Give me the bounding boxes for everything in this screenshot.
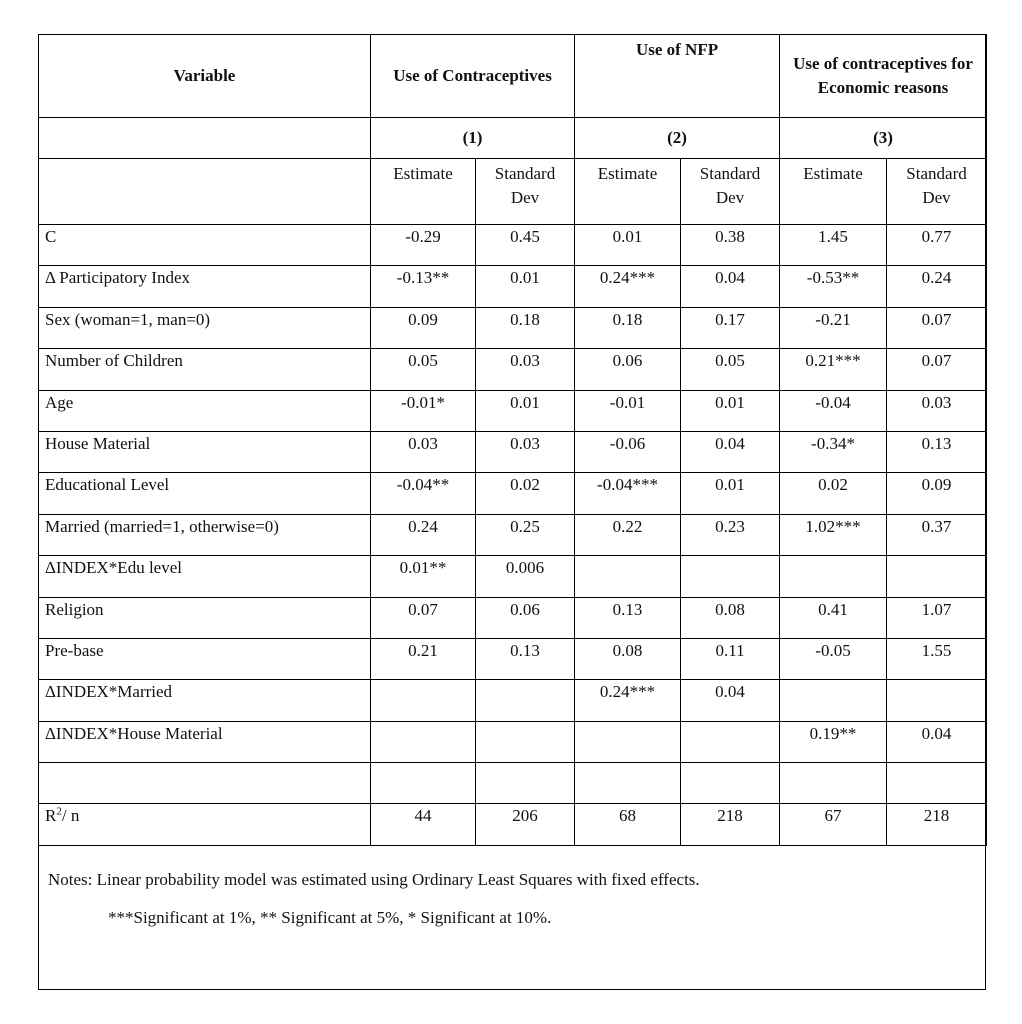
table-cell	[780, 556, 887, 597]
table-cell: 67	[780, 804, 887, 845]
table-cell: 0.05	[681, 349, 780, 390]
table-cell	[887, 680, 987, 721]
table-row	[39, 431, 987, 472]
table-cell: 218	[681, 804, 780, 845]
table-cell: 0.01**	[371, 556, 476, 597]
subheader-stddev: Standard Dev	[476, 159, 575, 225]
row-label: House Material	[39, 431, 371, 472]
row-label: Pre-base	[39, 638, 371, 679]
table-cell: 68	[575, 804, 681, 845]
table-cell: 1.07	[887, 597, 987, 638]
row-label: Sex (woman=1, man=0)	[39, 307, 371, 348]
table-cell: 0.24	[887, 266, 987, 307]
table-row	[39, 556, 987, 597]
table-cell: -0.06	[575, 431, 681, 472]
row-label: Religion	[39, 597, 371, 638]
table-cell: 0.41	[780, 597, 887, 638]
table-cell	[780, 763, 887, 804]
table-cell: 0.24***	[575, 680, 681, 721]
header-col1-title: Use of Contraceptives	[371, 35, 575, 118]
row-label: ΔINDEX*Married	[39, 680, 371, 721]
table-cell: 1.02***	[780, 514, 887, 555]
table-cell: 0.13	[887, 431, 987, 472]
table-cell	[476, 680, 575, 721]
table-cell: 0.23	[681, 514, 780, 555]
table-cell: 0.21	[371, 638, 476, 679]
table-cell: 0.04	[681, 680, 780, 721]
table-cell	[371, 763, 476, 804]
table-cell: 0.18	[476, 307, 575, 348]
header-variable: Variable	[39, 35, 371, 118]
table-cell: -0.04	[780, 390, 887, 431]
table-cell: -0.01	[575, 390, 681, 431]
table-cell: 1.55	[887, 638, 987, 679]
table-cell: 1.45	[780, 225, 887, 266]
table-cell	[887, 556, 987, 597]
table-cell: 0.21***	[780, 349, 887, 390]
table-cell: 0.24	[371, 514, 476, 555]
table-cell: 218	[887, 804, 987, 845]
table-cell: -0.04**	[371, 473, 476, 514]
header-col2-title: Use of NFP	[575, 35, 780, 118]
row-label: ΔINDEX*House Material	[39, 721, 371, 762]
table-cell: 0.01	[476, 266, 575, 307]
table-cell: -0.05	[780, 638, 887, 679]
table-cell: 0.37	[887, 514, 987, 555]
row-label-r2: $R^2/$ n	[39, 804, 371, 845]
regression-table	[38, 34, 987, 846]
subheader-stddev: Standard Dev	[681, 159, 780, 225]
header-empty	[39, 118, 371, 159]
table-cell: 44	[371, 804, 476, 845]
table-cell	[575, 763, 681, 804]
table-cell: 0.03	[371, 431, 476, 472]
table-row	[39, 597, 987, 638]
subheader-estimate: Estimate	[780, 159, 887, 225]
table-cell: 0.01	[476, 390, 575, 431]
table-cell: -0.29	[371, 225, 476, 266]
table-row-r2	[39, 804, 987, 845]
table-cell: -0.04***	[575, 473, 681, 514]
table-cell: 0.25	[476, 514, 575, 555]
table-cell	[476, 763, 575, 804]
table-cell: 0.38	[681, 225, 780, 266]
table-cell	[575, 721, 681, 762]
table-cell	[887, 763, 987, 804]
row-label: ΔINDEX*Edu level	[39, 556, 371, 597]
table-row	[39, 638, 987, 679]
table-cell: -0.34*	[780, 431, 887, 472]
subheader-estimate: Estimate	[575, 159, 681, 225]
table-cell: 0.08	[575, 638, 681, 679]
table-cell: 0.01	[575, 225, 681, 266]
table-cell	[780, 680, 887, 721]
row-label: Married (married=1, otherwise=0)	[39, 514, 371, 555]
row-label: Number of Children	[39, 349, 371, 390]
table-cell: 0.07	[887, 349, 987, 390]
header-col3-title: Use of contraceptives for Economic reasons	[780, 35, 987, 118]
table-cell: -0.21	[780, 307, 887, 348]
table-cell: 0.04	[887, 721, 987, 762]
table-row	[39, 473, 987, 514]
table-cell: 0.01	[681, 473, 780, 514]
table-cell	[575, 556, 681, 597]
row-label: Age	[39, 390, 371, 431]
table-cell: 0.05	[371, 349, 476, 390]
notes-line-2: ***Significant at 1%, ** Significant at 5%, * Significant at 10%.	[108, 908, 552, 927]
table-row	[39, 390, 987, 431]
notes-line-1: Notes: Linear probability model was estimated using Ordinary Least Squares with fixed effects.	[48, 870, 700, 889]
table-cell	[681, 763, 780, 804]
subheader-estimate: Estimate	[371, 159, 476, 225]
table-cell: 0.09	[371, 307, 476, 348]
table-row	[39, 514, 987, 555]
table-cell	[681, 556, 780, 597]
table-cell: -0.13**	[371, 266, 476, 307]
row-label: Δ Participatory Index	[39, 266, 371, 307]
table-cell	[371, 721, 476, 762]
table-cell: -0.01*	[371, 390, 476, 431]
table-cell: -0.53**	[780, 266, 887, 307]
table-cell: 0.07	[371, 597, 476, 638]
table-cell: 0.13	[476, 638, 575, 679]
table-cell: 0.006	[476, 556, 575, 597]
table-cell: 0.22	[575, 514, 681, 555]
table-cell: 0.02	[476, 473, 575, 514]
table-cell: 0.06	[476, 597, 575, 638]
table-cell: 0.03	[476, 349, 575, 390]
table-cell: 0.06	[575, 349, 681, 390]
table-cell: 0.11	[681, 638, 780, 679]
table-cell: 0.77	[887, 225, 987, 266]
table-cell: 0.08	[681, 597, 780, 638]
table-row	[39, 266, 987, 307]
subheader-empty	[39, 159, 371, 225]
table-notes	[48, 868, 968, 930]
table-row	[39, 349, 987, 390]
table-cell: 0.02	[780, 473, 887, 514]
header-col3-num: (3)	[780, 118, 987, 159]
table-row	[39, 225, 987, 266]
table-cell	[476, 721, 575, 762]
row-label: Educational Level	[39, 473, 371, 514]
table-row	[39, 763, 987, 804]
table-cell: 0.17	[681, 307, 780, 348]
row-label: C	[39, 225, 371, 266]
table-cell: 0.09	[887, 473, 987, 514]
header-col2-num: (2)	[575, 118, 780, 159]
table-cell: 0.07	[887, 307, 987, 348]
table-cell: 206	[476, 804, 575, 845]
subheader-stddev: Standard Dev	[887, 159, 987, 225]
table-cell: 0.24***	[575, 266, 681, 307]
table-cell: 0.45	[476, 225, 575, 266]
table-cell: 0.18	[575, 307, 681, 348]
table-cell	[681, 721, 780, 762]
table-cell: 0.03	[476, 431, 575, 472]
table-cell: 0.03	[887, 390, 987, 431]
table-cell: 0.04	[681, 431, 780, 472]
table-cell: 0.19**	[780, 721, 887, 762]
table-cell: 0.01	[681, 390, 780, 431]
table-row	[39, 307, 987, 348]
row-label	[39, 763, 371, 804]
table-cell: 0.13	[575, 597, 681, 638]
header-col1-num: (1)	[371, 118, 575, 159]
table-row	[39, 680, 987, 721]
table-cell: 0.04	[681, 266, 780, 307]
table-cell	[371, 680, 476, 721]
table-row	[39, 721, 987, 762]
